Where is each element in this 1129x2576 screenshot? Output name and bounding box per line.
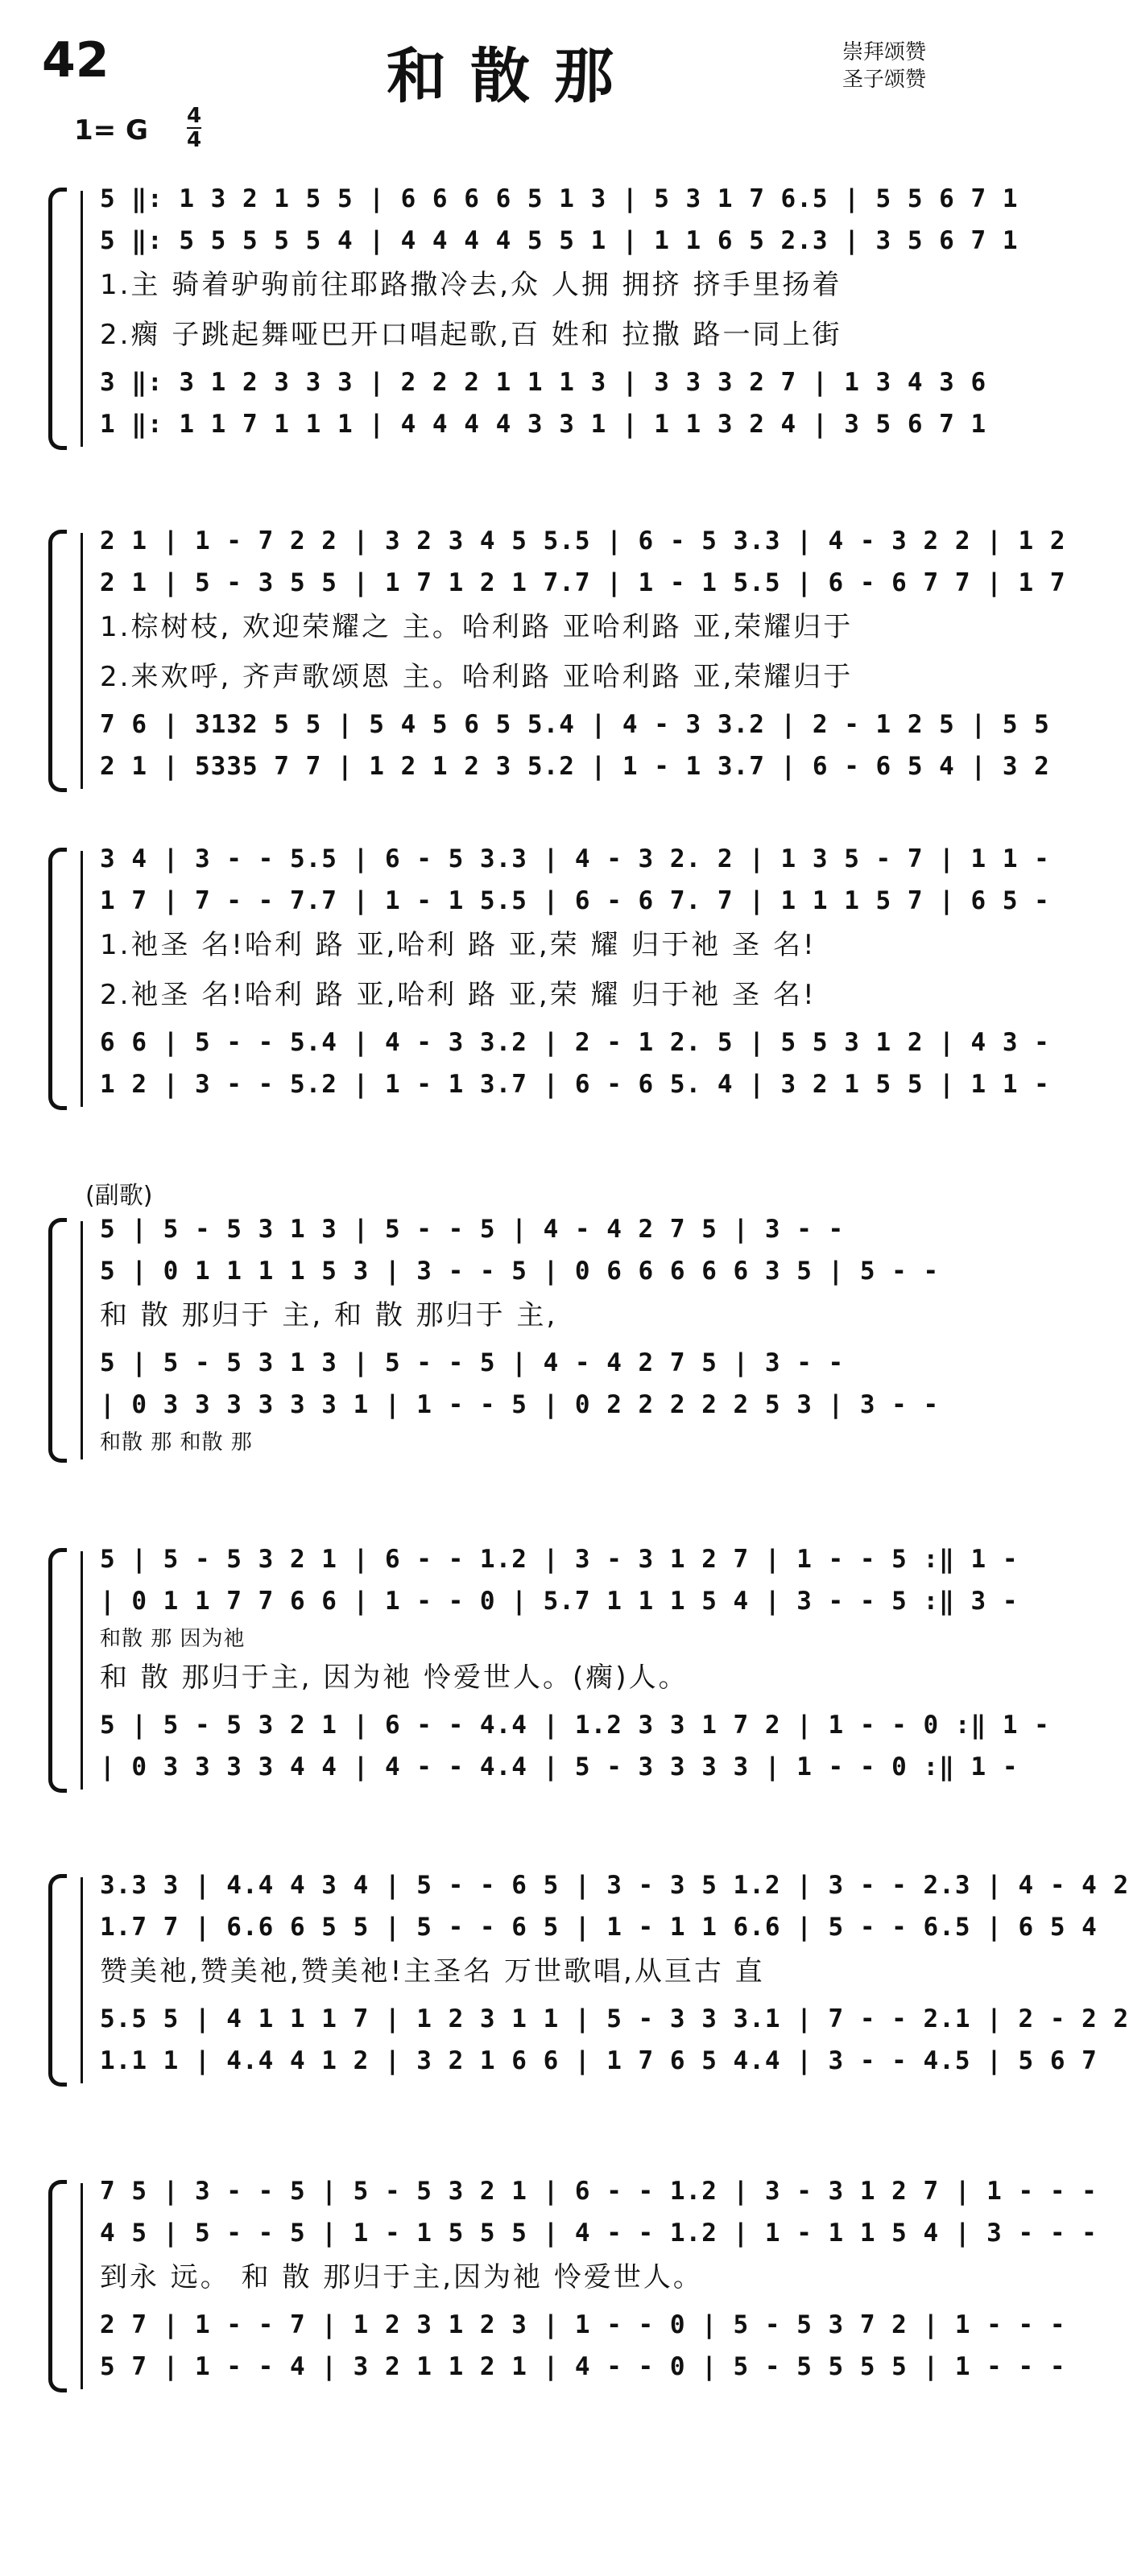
notation-line: 6 6 | 5 - - 5.4 | 4 - 3 3.2 | 2 - 1 2. 5 | 5 5 3 1 2 | 4 3 - [100,1028,1050,1057]
notation-line: 5 | 5 - 5 3 2 1 | 6 - - 4.4 | 1.2 3 3 1 7 2 | 1 - - 0 :‖ 1 - [100,1711,1050,1740]
notation-line: 3 ‖: 3 1 2 3 3 3 | 2 2 2 1 1 1 3 | 3 3 3 2 7 | 1 3 4 3 6 [100,368,987,397]
system-barline [81,851,83,1107]
system-brace [48,1874,67,2087]
system-barline [81,191,83,447]
notation-line: 4 5 | 5 - - 5 | 1 - 1 5 5 5 | 4 - - 1.2 | 1 - 1 1 5 4 | 3 - - - [100,2219,1098,2248]
system-brace [48,530,67,792]
notation-line: 5 | 5 - 5 3 1 3 | 5 - - 5 | 4 - 4 2 7 5 | 3 - - [100,1348,845,1377]
page-title: 和散那 [387,42,638,111]
score-system [48,1868,1129,2093]
system-brace [48,1218,67,1463]
lyric-line: 赞美祂,赞美祂,赞美祂!主圣名 万世歌唱,从亘古 直 [100,1955,765,1988]
chorus-label: (副歌) [85,1182,153,1210]
notation-line: 5.5 5 | 4 1 1 1 7 | 1 2 3 1 1 | 5 - 3 3 3.1 | 7 - - 2.1 | 2 - 2 2 [100,2004,1129,2033]
hymn-number: 42 [42,32,110,89]
notation-line: | 0 3 3 3 3 3 3 1 | 1 - - 5 | 0 2 2 2 2 2 5 3 | 3 - - [100,1390,940,1419]
credit-line: 圣子颂赞 [842,68,926,92]
notation-line: 3.3 3 | 4.4 4 3 4 | 5 - - 6 5 | 3 - 3 5 1.2 | 3 - - 2.3 | 4 - 4 2 [100,1871,1129,1900]
notation-line: | 0 3 3 3 3 4 4 | 4 - - 4.4 | 5 - 3 3 3 3 | 1 - - 0 :‖ 1 - [100,1752,1019,1781]
notation-line: 1 ‖: 1 1 7 1 1 1 | 4 4 4 4 3 3 1 | 1 1 3 2 4 | 3 5 6 7 1 [100,410,987,439]
lyric-line: 2.瘸 子跳起舞哑巴开口唱起歌,百 姓和 拉撒 路一同上街 [100,319,842,351]
system-barline [81,1221,83,1459]
lyric-line: 1.棕树枝, 欢迎荣耀之 主。哈利路 亚哈利路 亚,荣耀归于 [100,611,854,643]
sub-lyric-line: 和散 那 和散 那 [100,1430,253,1455]
lyric-line: 和 散 那归于 主, 和 散 那归于 主, [100,1299,558,1331]
time-signature [187,105,201,151]
meter-top: 4 [187,104,202,128]
notation-line: 2 1 | 1 - 7 2 2 | 3 2 3 4 5 5.5 | 6 - 5 3.3 | 4 - 3 2 2 | 1 2 [100,526,1066,555]
score-system [48,841,1050,1117]
lyric-line: 1.主 骑着驴驹前往耶路撒冷去,众 人拥 拥挤 挤手里扬着 [100,269,842,301]
notation-line: 7 6 | 3132 5 5 | 5 4 5 6 5 5.4 | 4 - 3 3.2 | 2 - 1 2 5 | 5 5 [100,710,1050,739]
system-brace [48,188,67,450]
system-barline [81,1551,83,1790]
credits [842,39,926,93]
notation-line: | 0 1 1 7 7 6 6 | 1 - - 0 | 5.7 1 1 1 5 4 | 3 - - 5 :‖ 3 - [100,1587,1019,1616]
notation-line: 5 | 5 - 5 3 1 3 | 5 - - 5 | 4 - 4 2 7 5 | 3 - - [100,1215,845,1244]
lyric-line: 2.来欢呼, 齐声歌颂恩 主。哈利路 亚哈利路 亚,荣耀归于 [100,661,854,693]
system-brace [48,2180,67,2392]
credit-line: 崇拜颂赞 [842,40,926,64]
score-system [48,1542,1050,1799]
system-barline [81,1877,83,2083]
score-system [48,2174,1098,2399]
notation-line: 3 4 | 3 - - 5.5 | 6 - 5 3.3 | 4 - 3 2. 2 | 1 3 5 - 7 | 1 1 - [100,844,1050,873]
notation-line: 1 7 | 7 - - 7.7 | 1 - 1 5.5 | 6 - 6 7. 7 | 1 1 1 5 7 | 6 5 - [100,886,1050,915]
notation-line: 2 7 | 1 - - 7 | 1 2 3 1 2 3 | 1 - - 0 | 5 - 5 3 7 2 | 1 - - - [100,2310,1066,2339]
system-barline [81,533,83,789]
lyric-line: 到永 远。 和 散 那归于主,因为祂 怜爱世人。 [100,2261,703,2293]
system-barline [81,2183,83,2389]
key-signature: 1= G [74,114,148,147]
notation-line: 5 ‖: 1 3 2 1 5 5 | 6 6 6 6 5 1 3 | 5 3 1 7 6.5 | 5 5 6 7 1 [100,184,1019,213]
notation-line: 1.1 1 | 4.4 4 1 2 | 3 2 1 6 6 | 1 7 6 5 4.4 | 3 - - 4.5 | 5 6 7 [100,2046,1098,2075]
notation-line: 5 | 0 1 1 1 1 5 3 | 3 - - 5 | 0 6 6 6 6 6 3 5 | 5 - - [100,1257,940,1286]
notation-line: 2 1 | 5335 7 7 | 1 2 1 2 3 5.2 | 1 - 1 3.7 | 6 - 6 5 4 | 3 2 [100,752,1050,781]
lyric-line: 和 散 那归于主, 因为祂 怜爱世人。(瘸)人。 [100,1662,689,1694]
notation-line: 5 ‖: 5 5 5 5 5 4 | 4 4 4 4 5 5 1 | 1 1 6 5 2.3 | 3 5 6 7 1 [100,226,1019,255]
notation-line: 5 7 | 1 - - 4 | 3 2 1 1 2 1 | 4 - - 0 | 5 - 5 5 5 5 | 1 - - - [100,2352,1066,2381]
score-system [48,181,1019,456]
meter-bottom: 4 [187,128,202,152]
notation-line: 2 1 | 5 - 3 5 5 | 1 7 1 2 1 7.7 | 1 - 1 5.5 | 6 - 6 7 7 | 1 7 [100,568,1066,597]
lyric-line: 1.祂圣 名!哈利 路 亚,哈利 路 亚,荣 耀 归于祂 圣 名! [100,929,817,961]
system-brace [48,1548,67,1793]
notation-line: 7 5 | 3 - - 5 | 5 - 5 3 2 1 | 6 - - 1.2 | 3 - 3 1 2 7 | 1 - - - [100,2177,1098,2206]
sub-lyric-line: 和散 那 因为祂 [100,1627,246,1651]
system-brace [48,848,67,1110]
notation-line: 1 2 | 3 - - 5.2 | 1 - 1 3.7 | 6 - 6 5. 4 | 3 2 1 5 5 | 1 1 - [100,1070,1050,1099]
score-system [48,523,1066,799]
lyric-line: 2.祂圣 名!哈利 路 亚,哈利 路 亚,荣 耀 归于祂 圣 名! [100,979,817,1011]
notation-line: 1.7 7 | 6.6 6 5 5 | 5 - - 6 5 | 1 - 1 1 6.6 | 5 - - 6.5 | 6 5 4 [100,1913,1098,1942]
notation-line: 5 | 5 - 5 3 2 1 | 6 - - 1.2 | 3 - 3 1 2 7 | 1 - - 5 :‖ 1 - [100,1545,1019,1574]
score-system [48,1212,940,1469]
